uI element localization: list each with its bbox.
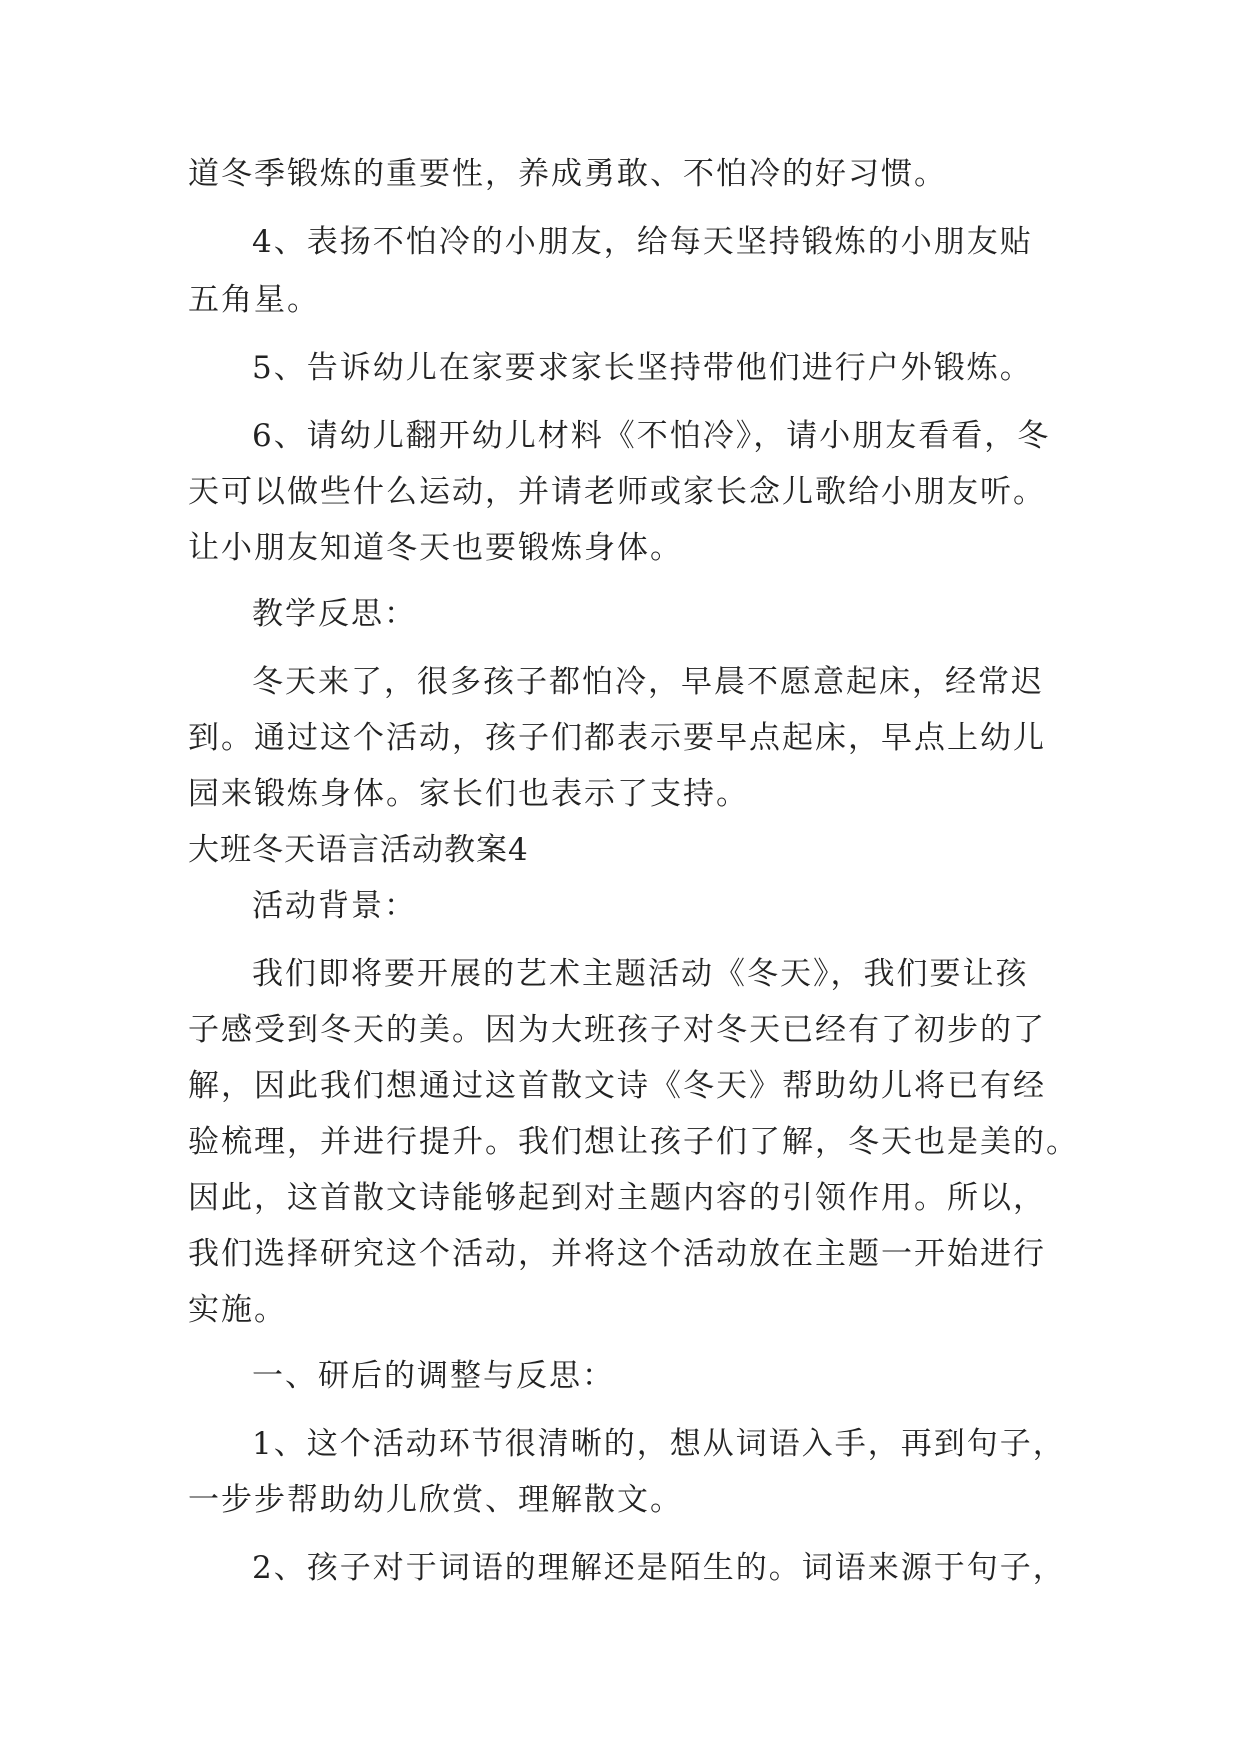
text-line: 到。通过这个活动，孩子们都表示要早点起床，早点上幼儿 xyxy=(188,720,1046,756)
text-line: 一步步帮助幼儿欣赏、理解散文。 xyxy=(188,1482,683,1518)
text-line: 6、请幼儿翻开幼儿材料《不怕冷》，请小朋友看看，冬 xyxy=(252,418,1051,454)
text-line: 解，因此我们想通过这首散文诗《冬天》帮助幼儿将已有经 xyxy=(188,1068,1046,1104)
text-line: 教学反思： xyxy=(252,596,417,632)
text-line: 验梳理，并进行提升。我们想让孩子们了解，冬天也是美的。 xyxy=(188,1124,1079,1160)
text-line: 天可以做些什么运动，并请老师或家长念儿歌给小朋友听。 xyxy=(188,474,1046,510)
text-line: 我们即将要开展的艺术主题活动《冬天》，我们要让孩 xyxy=(252,956,1029,992)
text-line: 2、孩子对于词语的理解还是陌生的。词语来源于句子， xyxy=(252,1550,1066,1586)
text-line: 我们选择研究这个活动，并将这个活动放在主题一开始进行 xyxy=(188,1236,1046,1272)
text-line: 1、这个活动环节很清晰的，想从词语入手，再到句子， xyxy=(252,1426,1066,1462)
text-line: 活动背景： xyxy=(252,888,417,924)
section-heading: 大班冬天语言活动教案4 xyxy=(188,832,529,868)
text-line: 因此，这首散文诗能够起到对主题内容的引领作用。所以， xyxy=(188,1180,1046,1216)
text-line: 5、告诉幼儿在家要求家长坚持带他们进行户外锻炼。 xyxy=(252,350,1033,386)
text-line: 五角星。 xyxy=(188,282,320,318)
text-line: 冬天来了，很多孩子都怕冷，早晨不愿意起床，经常迟 xyxy=(252,664,1044,700)
text-line: 实施。 xyxy=(188,1292,287,1328)
text-line: 道冬季锻炼的重要性，养成勇敢、不怕冷的好习惯。 xyxy=(188,156,947,192)
text-line: 4、表扬不怕冷的小朋友，给每天坚持锻炼的小朋友贴 xyxy=(252,224,1033,260)
text-line: 一、研后的调整与反思： xyxy=(252,1358,615,1394)
text-line: 子感受到冬天的美。因为大班孩子对冬天已经有了初步的了 xyxy=(188,1012,1046,1048)
text-line: 让小朋友知道冬天也要锻炼身体。 xyxy=(188,530,683,566)
text-line: 园来锻炼身体。家长们也表示了支持。 xyxy=(188,776,749,812)
